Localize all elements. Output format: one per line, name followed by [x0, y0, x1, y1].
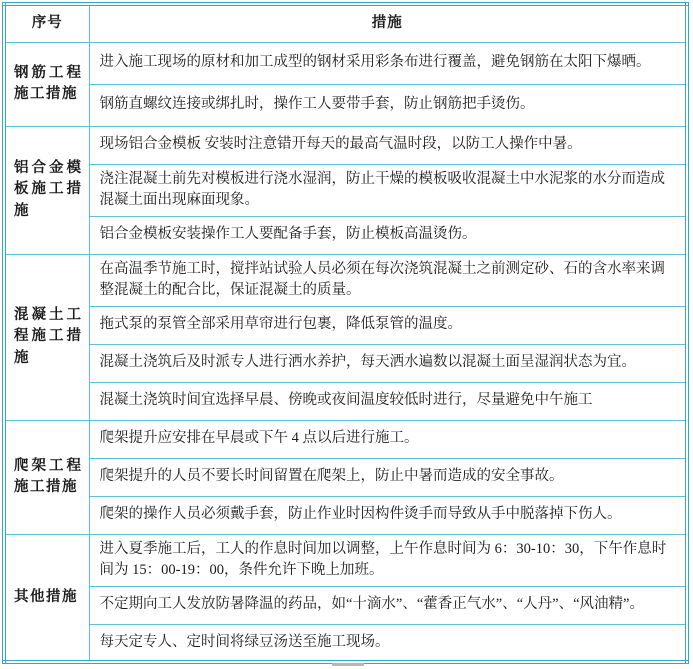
table-row [4, 306, 687, 344]
category-concrete: 混凝土工程施工措施 [4, 254, 89, 420]
measure-cell: 混凝土浇筑后及时派专人进行洒水养护，每天洒水遍数以混凝土面呈湿润状态为宜。 [89, 344, 687, 382]
category-aluminum-formwork: 铝合金模板施工措施 [4, 126, 89, 254]
table-row [4, 84, 687, 126]
measure-cell: 钢筋直螺纹连接或绑扎时，操作工人要带手套，防止钢筋把手烫伤。 [89, 84, 687, 126]
table-row [4, 420, 687, 458]
measure-cell: 每天定专人、定时间将绿豆汤送至施工现场。 [89, 624, 687, 662]
measure-cell: 铝合金模板安装操作工人要配备手套，防止模板高温烫伤。 [89, 216, 687, 254]
measure-cell: 进入施工现场的原材和加工成型的钢材采用彩条布进行覆盖，避免钢筋在太阳下爆晒。 [89, 42, 687, 84]
table-row [4, 126, 687, 164]
table-row [4, 534, 687, 586]
table-row [4, 624, 687, 662]
measure-cell: 在高温季节施工时，搅拌站试验人员必须在每次浇筑混凝土之前测定砂、石的含水率来调整混凝土的配合比，保证混凝土的质量。 [89, 254, 687, 306]
measure-cell: 混凝土浇筑时间宜选择早晨、傍晚或夜间温度较低时进行，尽量避免中午施工 [89, 382, 687, 420]
table-header-row [4, 4, 687, 42]
table-row [4, 586, 687, 624]
measure-cell: 拖式泵的泵管全部采用草帘进行包裹，降低泵管的温度。 [89, 306, 687, 344]
table-row [4, 382, 687, 420]
measure-cell: 现场铝合金模板 安装时注意错开每天的最高气温时段，以防工人操作中暑。 [89, 126, 687, 164]
measure-cell: 不定期向工人发放防暑降温的药品，如“十滴水”、“藿香正气水”、“人丹”、“风油精”。 [89, 586, 687, 624]
header-measure: 措施 [89, 4, 687, 42]
measure-cell: 爬架提升应安排在早晨或下午 4 点以后进行施工。 [89, 420, 687, 458]
header-serial: 序号 [4, 4, 89, 42]
table-row [4, 496, 687, 534]
table-row [4, 344, 687, 382]
measures-table [2, 2, 689, 664]
category-rebar: 钢筋工程施工措施 [4, 42, 89, 126]
measure-cell: 浇注混凝土前先对模板进行浇水湿润，防止干燥的模板吸收混凝土中水泥浆的水分而造成混凝土面出现麻面现象。 [89, 164, 687, 216]
category-other: 其他措施 [4, 534, 89, 662]
table-row [4, 254, 687, 306]
measure-cell: 进入夏季施工后，工人的作息时间加以调整，上午作息时间为 6：30-10：30，下午作息时间为 15：00-19：00，条件允许下晚上加班。 [89, 534, 687, 586]
table-row [4, 42, 687, 84]
measure-cell: 爬架的操作人员必须戴手套，防止作业时因构件烫手而导致从手中脱落掉下伤人。 [89, 496, 687, 534]
document-page [2, 2, 689, 664]
measure-cell: 爬架提升的人员不要长时间留置在爬架上，防止中暑而造成的安全事故。 [89, 458, 687, 496]
table-row [4, 216, 687, 254]
category-climbing-scaffold: 爬架工程施工措施 [4, 420, 89, 534]
table-row [4, 164, 687, 216]
table-row [4, 458, 687, 496]
horizontal-scrollbar-thumb[interactable] [332, 663, 364, 666]
